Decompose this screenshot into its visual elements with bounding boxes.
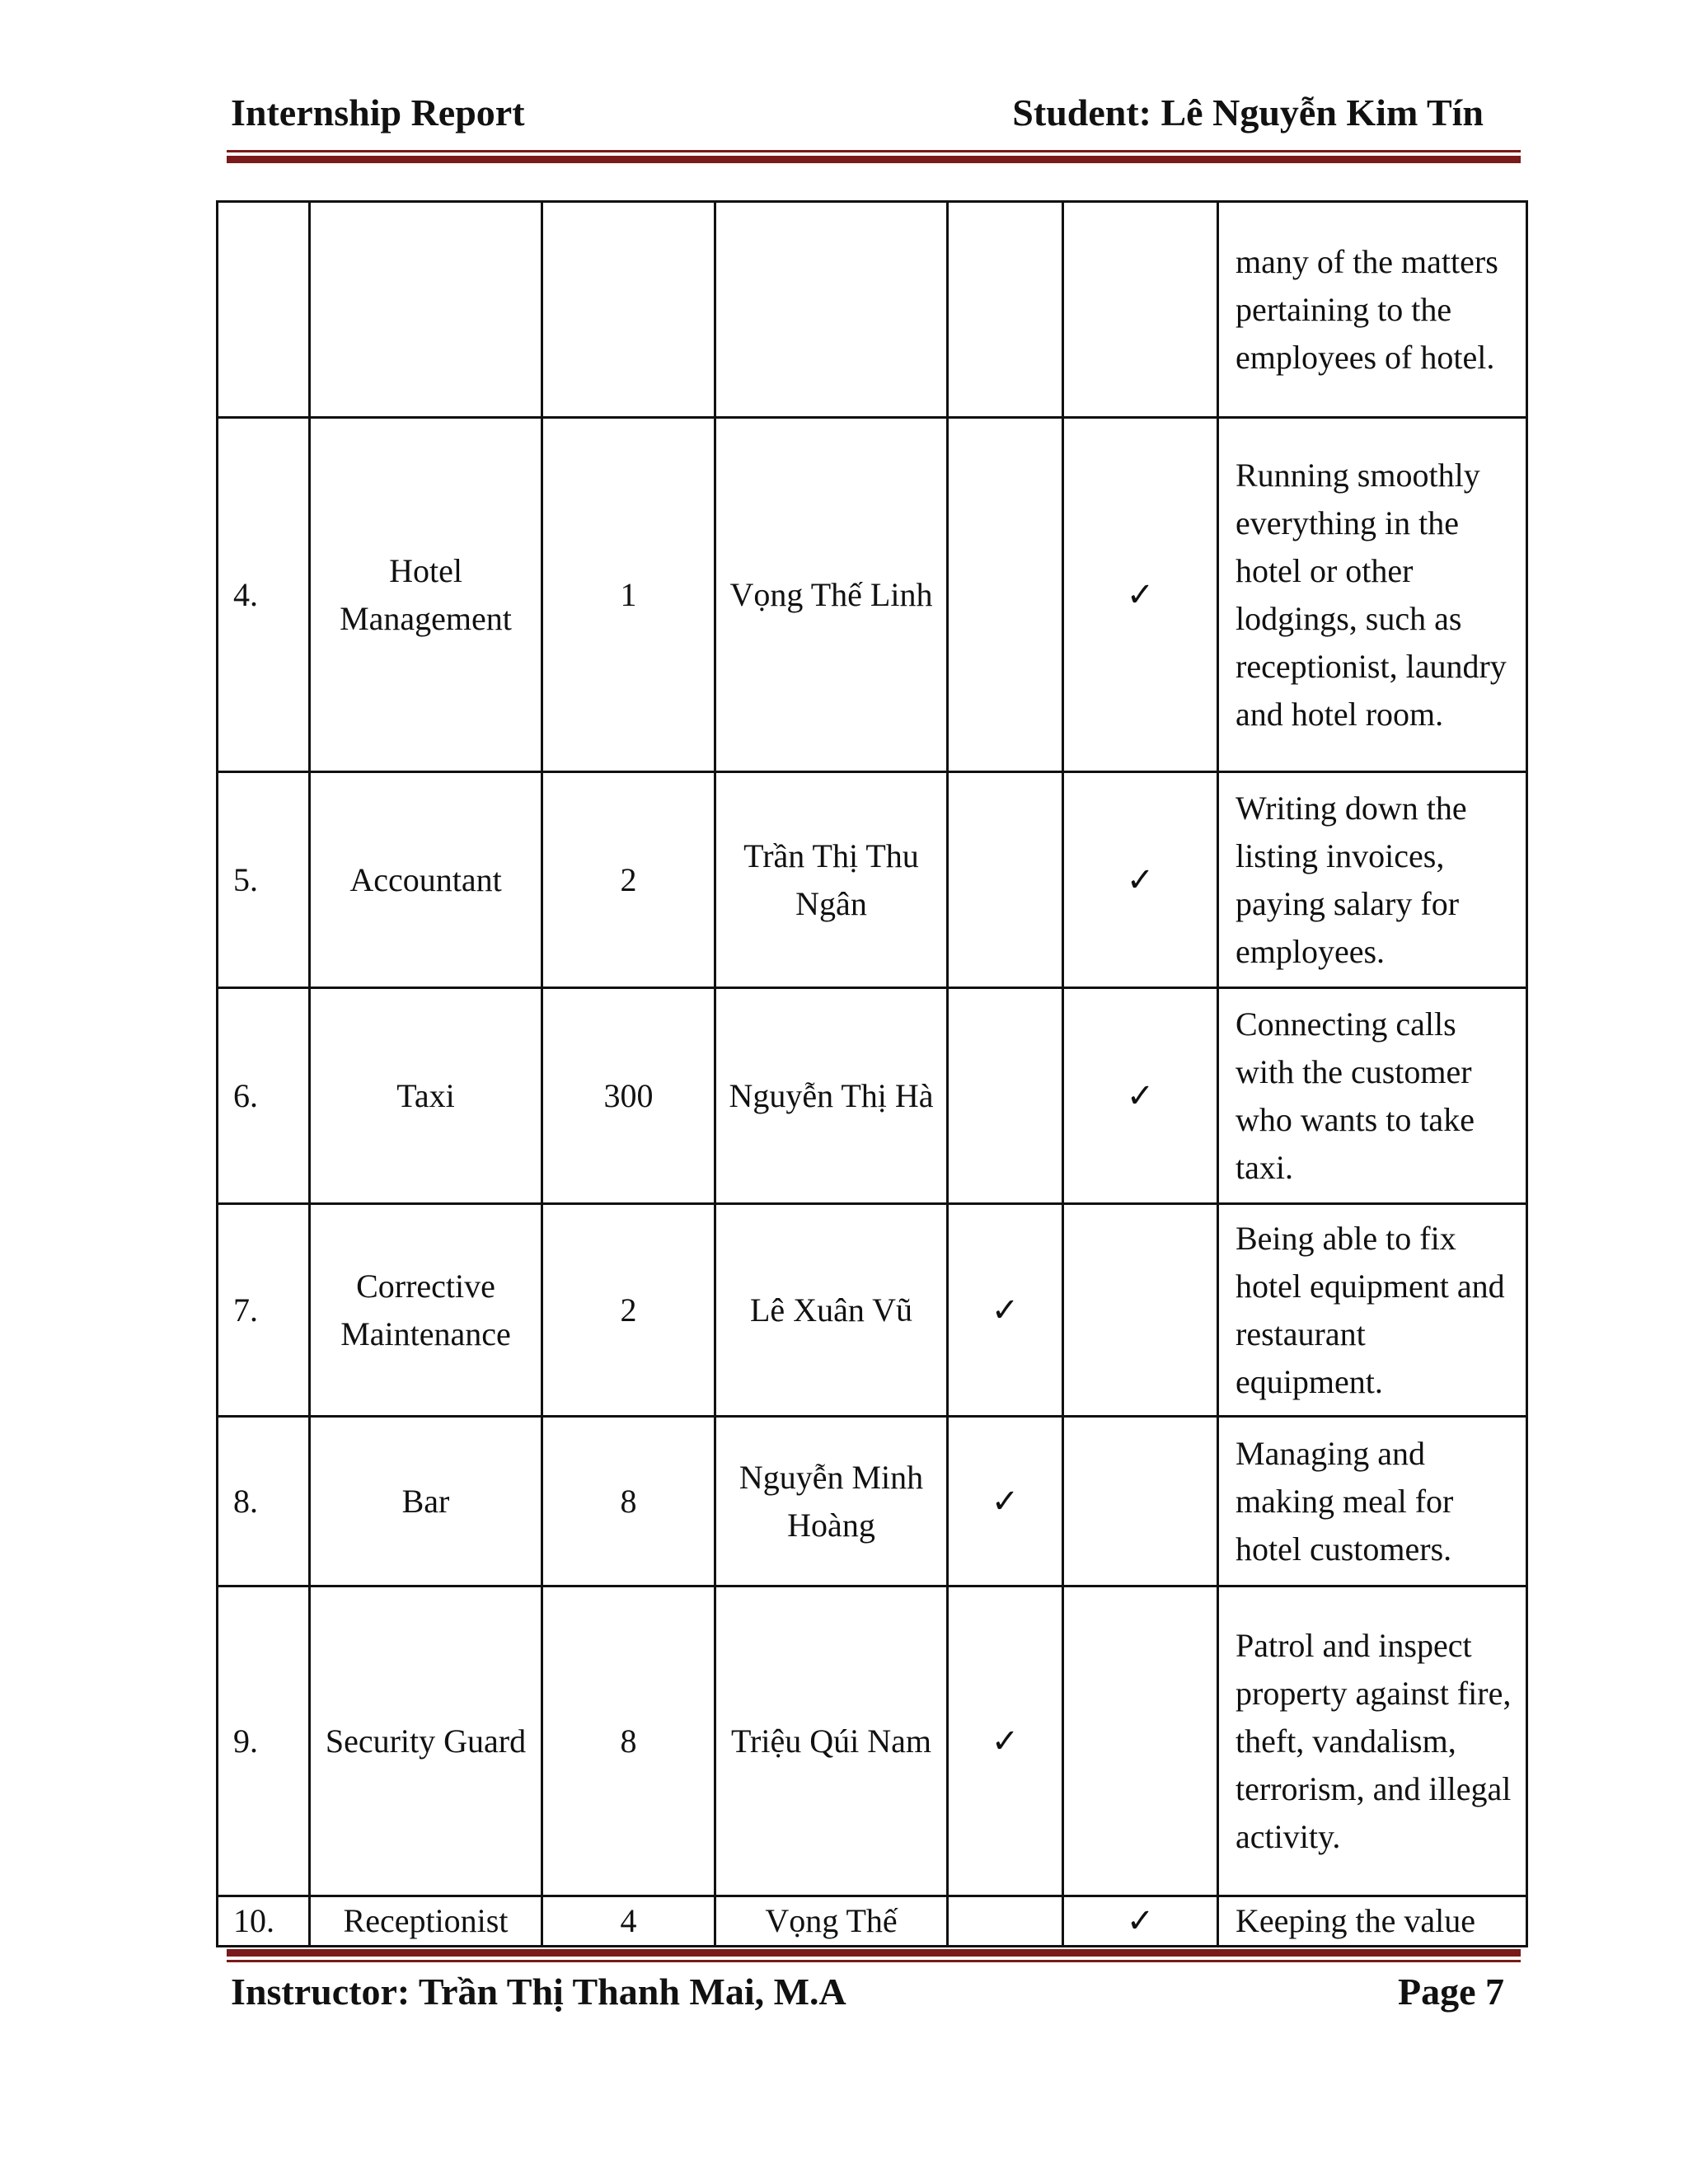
manager-cell: Triệu Qúi Nam bbox=[715, 1586, 948, 1896]
department-cell: Corrective Maintenance bbox=[310, 1204, 542, 1417]
table-row bbox=[218, 1896, 1527, 1947]
check-a-cell: ✓ bbox=[948, 1204, 1063, 1417]
manager-cell: Vọng Thế bbox=[715, 1896, 948, 1947]
check-a-cell: ✓ bbox=[948, 1417, 1063, 1586]
page-footer bbox=[231, 1970, 1504, 2027]
table-row bbox=[218, 772, 1527, 988]
table-row bbox=[218, 202, 1527, 418]
manager-cell: Nguyễn Thị Hà bbox=[715, 988, 948, 1204]
description-cell: many of the matters pertaining to the employees of hotel. bbox=[1218, 202, 1527, 418]
table-row bbox=[218, 988, 1527, 1204]
manager-cell: Vọng Thế Linh bbox=[715, 418, 948, 772]
quantity-cell: 2 bbox=[542, 772, 715, 988]
check-b-cell: ✓ bbox=[1063, 1896, 1218, 1947]
row-number: 7. bbox=[218, 1204, 310, 1417]
manager-cell: Lê Xuân Vũ bbox=[715, 1204, 948, 1417]
row-number: 4. bbox=[218, 418, 310, 772]
row-number: 5. bbox=[218, 772, 310, 988]
check-b-cell bbox=[1063, 1417, 1218, 1586]
check-b-cell: ✓ bbox=[1063, 772, 1218, 988]
quantity-cell: 8 bbox=[542, 1417, 715, 1586]
report-title: Internship Report bbox=[231, 91, 525, 134]
description-cell: Managing and making meal for hotel customers. bbox=[1218, 1417, 1527, 1586]
row-number: 8. bbox=[218, 1417, 310, 1586]
row-number: 6. bbox=[218, 988, 310, 1204]
department-cell: Receptionist bbox=[310, 1896, 542, 1947]
department-cell: Security Guard bbox=[310, 1586, 542, 1896]
quantity-cell bbox=[542, 202, 715, 418]
description-cell: Being able to fix hotel equipment and restaurant equipment. bbox=[1218, 1204, 1527, 1417]
check-a-cell bbox=[948, 772, 1063, 988]
manager-cell: Trần Thị Thu Ngân bbox=[715, 772, 948, 988]
header-rule bbox=[227, 150, 1521, 163]
check-a-cell: ✓ bbox=[948, 1586, 1063, 1896]
student-name: Student: Lê Nguyễn Kim Tín bbox=[1012, 91, 1484, 134]
description-cell: Keeping the value bbox=[1218, 1896, 1527, 1947]
department-cell bbox=[310, 202, 542, 418]
instructor-name: Instructor: Trần Thị Thanh Mai, M.A bbox=[231, 1971, 846, 2013]
staff-table bbox=[216, 200, 1528, 1947]
manager-cell bbox=[715, 202, 948, 418]
quantity-cell: 4 bbox=[542, 1896, 715, 1947]
department-cell: Bar bbox=[310, 1417, 542, 1586]
quantity-cell: 2 bbox=[542, 1204, 715, 1417]
row-number bbox=[218, 202, 310, 418]
check-b-cell bbox=[1063, 202, 1218, 418]
description-cell: Connecting calls with the customer who wants to take taxi. bbox=[1218, 988, 1527, 1204]
quantity-cell: 300 bbox=[542, 988, 715, 1204]
department-cell: Accountant bbox=[310, 772, 542, 988]
manager-cell: Nguyễn Minh Hoàng bbox=[715, 1417, 948, 1586]
row-number: 10. bbox=[218, 1896, 310, 1947]
check-b-cell: ✓ bbox=[1063, 418, 1218, 772]
page-header bbox=[231, 91, 1484, 148]
check-a-cell bbox=[948, 418, 1063, 772]
row-number: 9. bbox=[218, 1586, 310, 1896]
table-row bbox=[218, 1417, 1527, 1586]
department-cell: Hotel Management bbox=[310, 418, 542, 772]
check-b-cell: ✓ bbox=[1063, 988, 1218, 1204]
table-row bbox=[218, 1586, 1527, 1896]
description-cell: Writing down the listing invoices, paying salary for employees. bbox=[1218, 772, 1527, 988]
quantity-cell: 8 bbox=[542, 1586, 715, 1896]
description-cell: Patrol and inspect property against fire, theft, vandalism, terrorism, and illegal activity. bbox=[1218, 1586, 1527, 1896]
description-cell: Running smoothly everything in the hotel or other lodgings, such as receptionist, laundry and hotel room. bbox=[1218, 418, 1527, 772]
table-row bbox=[218, 1204, 1527, 1417]
department-cell: Taxi bbox=[310, 988, 542, 1204]
check-b-cell bbox=[1063, 1204, 1218, 1417]
check-a-cell bbox=[948, 988, 1063, 1204]
check-b-cell bbox=[1063, 1586, 1218, 1896]
footer-rule bbox=[227, 1949, 1521, 1962]
check-a-cell bbox=[948, 202, 1063, 418]
check-a-cell bbox=[948, 1896, 1063, 1947]
table-row bbox=[218, 418, 1527, 772]
quantity-cell: 1 bbox=[542, 418, 715, 772]
page-number: Page 7 bbox=[1397, 1971, 1504, 2013]
